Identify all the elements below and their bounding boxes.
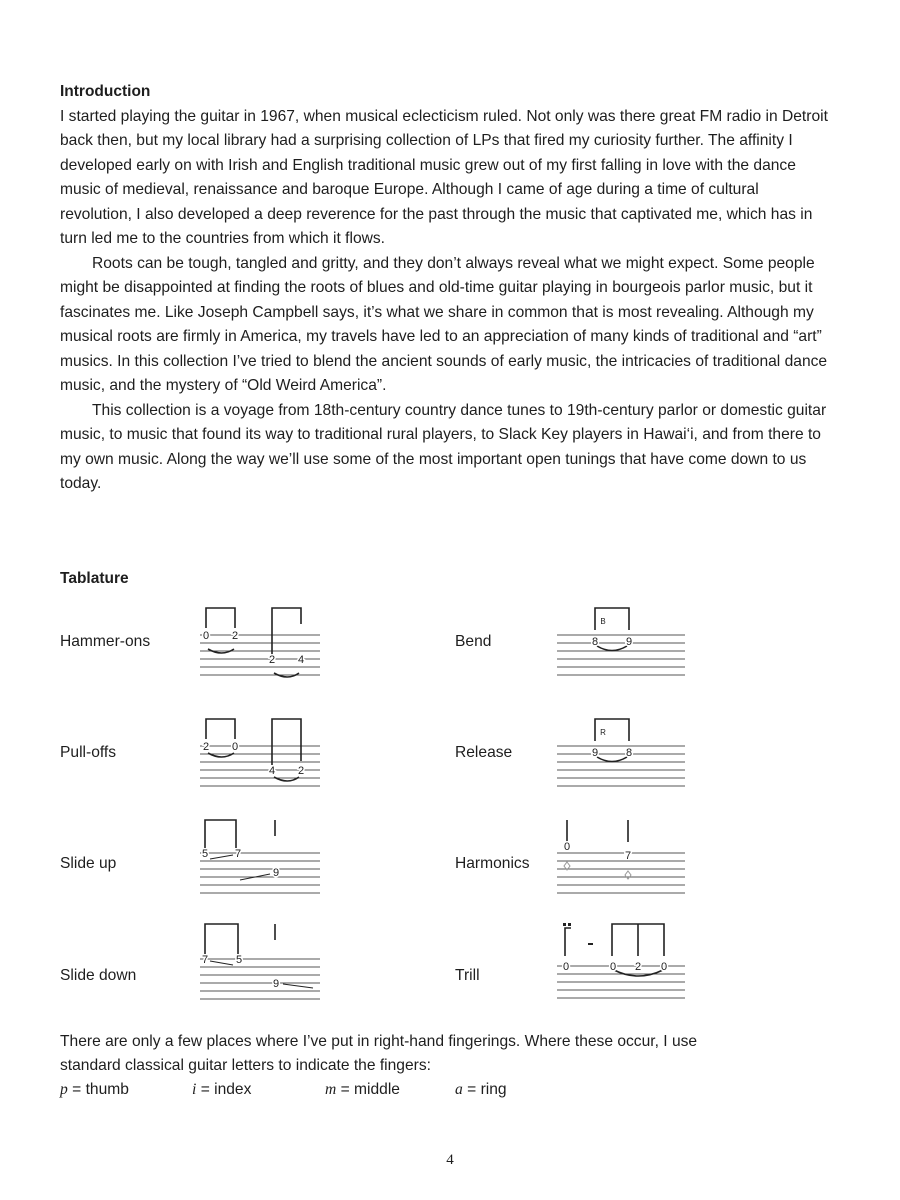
intro-paragraph-1: I started playing the guitar in 1967, when musical eclecticism ruled. Not only was there great FM radio in Detroit back then, but my local library had a surprising collection of LPs that fired my curiosity further. The affinity I developed early on with Irish and English traditional music grew out of my first falling in love with the dance music of medieval, renaissance and baroque Europe. Although I came of age during a time of cultural revolution, I also developed a deep reverence for the past through the music that captivated me, which has in turn led me to the countries from which it flows. bbox=[60, 107, 828, 247]
introduction-section bbox=[60, 80, 830, 497]
release-fret-1: 9 bbox=[591, 747, 599, 759]
finger-index bbox=[192, 1078, 251, 1102]
slide-up-tab-staff bbox=[195, 812, 325, 902]
intro-paragraph-3: This collection is a voyage from 18th-century country dance tunes to 19th-century parlor or domestic guitar music, to music that found its way to traditional rural players, to Slack Key players in Hawai‘i, and from there to my own music. Along the way we’ll use some of the most important open tunings that have come down to us today. bbox=[60, 401, 827, 492]
bend-tab-staff bbox=[555, 600, 690, 690]
finger-letter-a: a bbox=[455, 1081, 463, 1098]
label-slide-down: Slide down bbox=[60, 967, 137, 984]
finger-name-index: = index bbox=[200, 1081, 252, 1098]
hammer-ons-fret-1: 0 bbox=[202, 630, 210, 642]
slide-down-fret-3: 9 bbox=[272, 978, 280, 990]
trill-fret-3: 2 bbox=[634, 961, 642, 973]
release-tab-staff bbox=[555, 711, 690, 801]
finger-letter-p: p bbox=[60, 1081, 68, 1098]
slide-down-tab-staff bbox=[195, 916, 325, 1009]
introduction-heading: Introduction bbox=[60, 83, 151, 100]
slide-down-fret-1: 7 bbox=[201, 954, 209, 966]
bend-fret-2: 9 bbox=[625, 636, 633, 648]
finger-name-thumb: = thumb bbox=[72, 1081, 129, 1098]
finger-thumb bbox=[60, 1078, 129, 1102]
label-slide-up: Slide up bbox=[60, 855, 117, 872]
fingerings-section bbox=[60, 1030, 840, 1102]
pull-offs-tab-staff bbox=[195, 711, 325, 801]
pull-offs-fret-4: 2 bbox=[297, 765, 305, 777]
intro-paragraph-2: Roots can be tough, tangled and gritty, and they don’t always reveal what we might expect. Some people might be disappointed at finding the roots of blues and old-time guitar playing in bourgeois parlor music, but it fascinates me. Like Joseph Campbell says, it’s what we share in common that is most revealing. Although my musical roots are firmly in America, my travels have led to an appreciation of many kinds of traditional and “art” musics. In this collection I’ve tried to blend the ancient sounds of early music, the intricacies of traditional dance music, and the mystery of “Old Weird America”. bbox=[60, 254, 828, 394]
slide-up-fret-3: 9 bbox=[272, 867, 280, 879]
slide-up-fret-2: 7 bbox=[234, 848, 242, 860]
finger-letter-m: m bbox=[325, 1081, 337, 1098]
finger-name-middle: = middle bbox=[340, 1081, 400, 1098]
bend-fret-1: 8 bbox=[591, 636, 599, 648]
label-bend: Bend bbox=[455, 633, 492, 650]
trill-fret-4: 0 bbox=[660, 961, 668, 973]
label-pull-offs: Pull-offs bbox=[60, 744, 117, 761]
finger-letter-i: i bbox=[192, 1081, 197, 1098]
release-mark: R bbox=[600, 728, 606, 737]
label-release: Release bbox=[455, 744, 513, 761]
bend-mark: B bbox=[600, 617, 606, 626]
pull-offs-fret-1: 2 bbox=[202, 741, 210, 753]
hammer-ons-fret-4: 4 bbox=[297, 654, 305, 666]
finger-ring bbox=[455, 1078, 507, 1102]
slide-down-fret-2: 5 bbox=[235, 954, 243, 966]
harmonics-fret-1: 0 bbox=[563, 841, 571, 853]
release-fret-2: 8 bbox=[625, 747, 633, 759]
label-harmonics: Harmonics bbox=[455, 855, 530, 872]
slide-up-fret-1: 5 bbox=[201, 848, 209, 860]
finger-middle bbox=[325, 1078, 400, 1102]
harmonics-fret-2: 7 bbox=[624, 850, 632, 862]
trill-fret-1: 0 bbox=[562, 961, 570, 973]
label-trill: Trill bbox=[455, 967, 480, 984]
finger-name-ring: = ring bbox=[467, 1081, 507, 1098]
pull-offs-fret-2: 0 bbox=[231, 741, 239, 753]
hammer-ons-fret-3: 2 bbox=[268, 654, 276, 666]
hammer-ons-tab-staff bbox=[195, 600, 325, 690]
trill-tab-staff bbox=[555, 916, 690, 1009]
tablature-heading: Tablature bbox=[60, 570, 129, 587]
page-number: 4 bbox=[446, 1152, 454, 1168]
harmonics-tab-staff bbox=[555, 812, 690, 902]
label-hammer-ons: Hammer-ons bbox=[60, 633, 151, 650]
trill-fret-2: 0 bbox=[609, 961, 617, 973]
pull-offs-fret-3: 4 bbox=[268, 765, 276, 777]
fingerings-legend bbox=[60, 1078, 840, 1102]
fingerings-line-2: standard classical guitar letters to indicate the fingers: bbox=[60, 1057, 431, 1074]
hammer-ons-fret-2: 2 bbox=[231, 630, 239, 642]
fingerings-line-1: There are only a few places where I’ve put in right-hand fingerings. Where these occur, I use bbox=[60, 1033, 698, 1050]
